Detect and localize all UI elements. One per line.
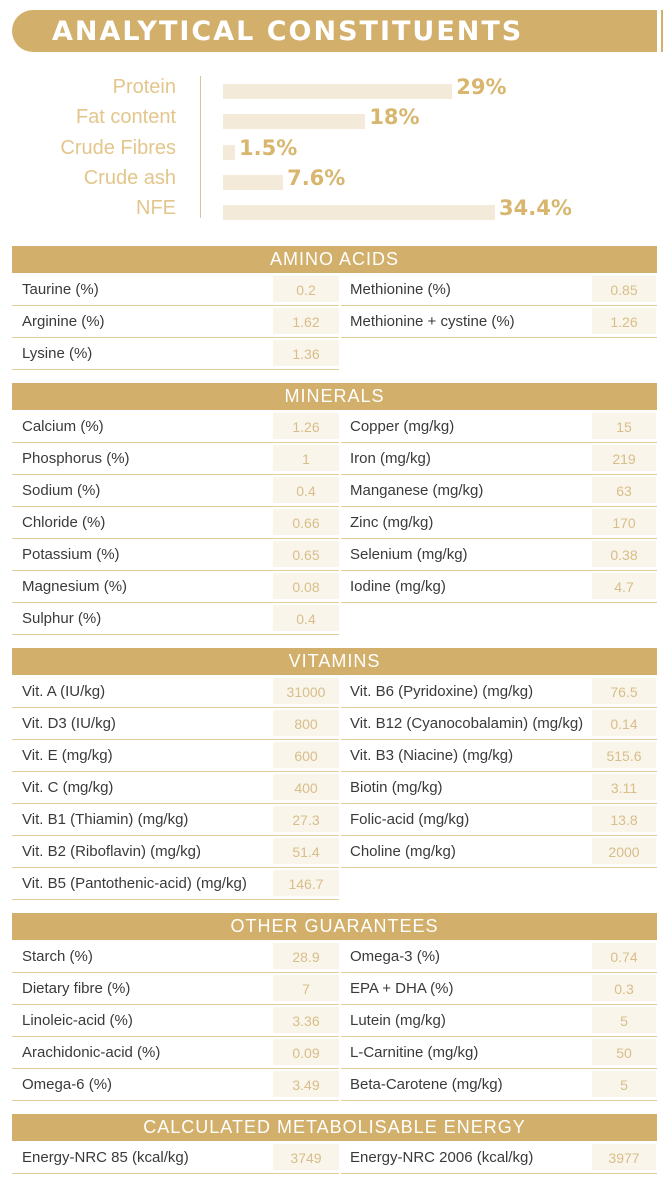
nutrient-value: 219 <box>612 451 636 467</box>
divider <box>12 1036 339 1037</box>
divider <box>12 506 339 507</box>
nutrient-label: Lutein (mg/kg) <box>350 1012 446 1029</box>
nutrient-label: Vit. B12 (Cyanocobalamin) (mg/kg) <box>350 715 584 732</box>
nutrient-value: 0.08 <box>292 579 320 595</box>
nutrient-label: Vit. B6 (Pyridoxine) (mg/kg) <box>350 683 534 700</box>
bar <box>223 84 452 99</box>
divider <box>341 538 657 539</box>
nutrient-value: 31000 <box>286 684 326 700</box>
nutrient-value: 1.26 <box>292 419 320 435</box>
divider <box>341 1100 657 1101</box>
bar-label: Protein <box>112 76 176 98</box>
section-header: OTHER GUARANTEES <box>12 913 657 940</box>
divider <box>12 1100 339 1101</box>
nutrient-value: 5 <box>620 1013 628 1029</box>
divider <box>12 538 339 539</box>
nutrient-label: Vit. C (mg/kg) <box>22 779 114 796</box>
nutrient-label: Methionine (%) <box>350 281 451 298</box>
bar-label: Crude Fibres <box>60 137 176 159</box>
divider <box>12 972 339 973</box>
divider <box>12 899 339 900</box>
nutrient-label: Sulphur (%) <box>22 610 102 627</box>
divider <box>341 1036 657 1037</box>
divider <box>341 305 657 306</box>
bar-label: Crude ash <box>83 167 176 189</box>
nutrient-value: 0.65 <box>292 547 320 563</box>
bar-value-label: 7.6% <box>287 166 346 190</box>
bar-value-label: 34.4% <box>499 196 572 220</box>
nutrient-value: 3749 <box>290 1150 322 1166</box>
nutrient-value: 27.3 <box>292 812 320 828</box>
nutrient-value: 5 <box>620 1077 628 1093</box>
nutrient-label: Lysine (%) <box>22 345 93 362</box>
nutrient-value: 1.26 <box>610 314 638 330</box>
nutrient-label: Energy-NRC 85 (kcal/kg) <box>22 1149 189 1166</box>
divider <box>12 803 339 804</box>
divider <box>341 867 657 868</box>
nutrient-value: 0.66 <box>292 515 320 531</box>
nutrient-label: Vit. D3 (IU/kg) <box>22 715 116 732</box>
nutrient-label: Folic-acid (mg/kg) <box>350 811 470 828</box>
nutrient-value: 0.4 <box>296 483 316 499</box>
nutrient-value: 3.49 <box>292 1077 320 1093</box>
section-header: CALCULATED METABOLISABLE ENERGY <box>12 1114 657 1141</box>
nutrient-label: Sodium (%) <box>22 482 101 499</box>
divider <box>12 634 339 635</box>
nutrient-value: 0.09 <box>292 1045 320 1061</box>
bar-label: NFE <box>136 197 176 219</box>
nutrient-value: 4.7 <box>614 579 634 595</box>
bar <box>223 175 283 190</box>
nutrient-label: Selenium (mg/kg) <box>350 546 468 563</box>
divider <box>12 707 339 708</box>
chart-axis-line <box>200 76 201 218</box>
divider <box>341 707 657 708</box>
section-header: VITAMINS <box>12 648 657 675</box>
nutrient-label: Iron (mg/kg) <box>350 450 431 467</box>
nutrient-label: Arginine (%) <box>22 313 105 330</box>
nutrient-value: 3.36 <box>292 1013 320 1029</box>
nutrient-label: Energy-NRC 2006 (kcal/kg) <box>350 1149 534 1166</box>
divider <box>12 867 339 868</box>
bar <box>223 145 235 160</box>
nutrient-label: Taurine (%) <box>22 281 99 298</box>
bar-row <box>0 136 669 166</box>
nutrient-label: Linoleic-acid (%) <box>22 1012 133 1029</box>
nutrient-value: 1.36 <box>292 346 320 362</box>
nutrient-label: Biotin (mg/kg) <box>350 779 443 796</box>
nutrient-label: Zinc (mg/kg) <box>350 514 434 531</box>
bar <box>223 205 495 220</box>
nutrient-label: Choline (mg/kg) <box>350 843 456 860</box>
nutrient-label: Vit. E (mg/kg) <box>22 747 113 764</box>
divider <box>12 602 339 603</box>
nutrient-label: Vit. B2 (Riboflavin) (mg/kg) <box>22 843 201 860</box>
nutrient-label: Phosphorus (%) <box>22 450 130 467</box>
nutrient-label: Methionine + cystine (%) <box>350 313 515 330</box>
bar <box>223 114 365 129</box>
nutrient-value: 146.7 <box>288 876 324 892</box>
nutrient-label: Calcium (%) <box>22 418 104 435</box>
nutrient-value: 76.5 <box>610 684 638 700</box>
nutrient-value: 400 <box>294 780 318 796</box>
divider <box>12 835 339 836</box>
page-title: ANALYTICAL CONSTITUENTS <box>52 16 524 47</box>
nutrient-label: Vit. B3 (Niacine) (mg/kg) <box>350 747 514 764</box>
nutrient-label: Chloride (%) <box>22 514 106 531</box>
divider <box>341 337 657 338</box>
section-header: AMINO ACIDS <box>12 246 657 273</box>
nutrient-value: 0.14 <box>610 716 638 732</box>
divider <box>341 972 657 973</box>
nutrient-value: 15 <box>616 419 632 435</box>
section-header: MINERALS <box>12 383 657 410</box>
divider <box>12 442 339 443</box>
divider <box>12 474 339 475</box>
divider <box>12 1068 339 1069</box>
nutrient-label: Dietary fibre (%) <box>22 980 131 997</box>
divider <box>12 570 339 571</box>
nutrient-value: 51.4 <box>292 844 320 860</box>
bar-row <box>0 75 669 105</box>
divider <box>341 506 657 507</box>
divider <box>341 442 657 443</box>
nutrient-label: Magnesium (%) <box>22 578 128 595</box>
nutrient-label: Vit. B1 (Thiamin) (mg/kg) <box>22 811 189 828</box>
divider <box>12 771 339 772</box>
nutrient-label: Manganese (mg/kg) <box>350 482 484 499</box>
nutrient-value: 0.2 <box>296 282 316 298</box>
nutrient-label: Potassium (%) <box>22 546 120 563</box>
nutrient-label: Omega-3 (%) <box>350 948 441 965</box>
nutrient-value: 7 <box>302 981 310 997</box>
nutrient-label: Arachidonic-acid (%) <box>22 1044 161 1061</box>
nutrient-label: Vit. B5 (Pantothenic-acid) (mg/kg) <box>22 875 247 892</box>
bar-row <box>0 196 669 226</box>
header-band <box>12 10 663 52</box>
divider <box>341 803 657 804</box>
nutrient-label: Beta-Carotene (mg/kg) <box>350 1076 503 1093</box>
nutrient-value: 63 <box>616 483 632 499</box>
nutrient-value: 13.8 <box>610 812 638 828</box>
divider <box>341 602 657 603</box>
bar-row <box>0 105 669 135</box>
nutrient-value: 0.74 <box>610 949 638 965</box>
divider <box>12 1173 339 1174</box>
nutrient-value: 515.6 <box>606 748 642 764</box>
nutrient-label: EPA + DHA (%) <box>350 980 454 997</box>
nutrient-value: 3977 <box>608 1150 640 1166</box>
nutrient-label: Starch (%) <box>22 948 93 965</box>
nutrient-value: 600 <box>294 748 318 764</box>
nutrient-label: L-Carnitine (mg/kg) <box>350 1044 479 1061</box>
header-stripe <box>657 10 661 52</box>
bar-value-label: 1.5% <box>239 136 298 160</box>
bar-row <box>0 166 669 196</box>
divider <box>341 1068 657 1069</box>
divider <box>12 1004 339 1005</box>
nutrient-value: 0.38 <box>610 547 638 563</box>
nutrient-value: 0.3 <box>614 981 634 997</box>
nutrient-value: 800 <box>294 716 318 732</box>
divider <box>12 369 339 370</box>
nutrient-value: 170 <box>612 515 636 531</box>
nutrient-value: 0.85 <box>610 282 638 298</box>
nutrient-value: 1.62 <box>292 314 320 330</box>
bar-value-label: 18% <box>369 105 420 129</box>
nutrient-value: 28.9 <box>292 949 320 965</box>
bar-value-label: 29% <box>456 75 507 99</box>
divider <box>12 305 339 306</box>
divider <box>341 739 657 740</box>
nutrient-value: 2000 <box>608 844 640 860</box>
divider <box>341 1173 657 1174</box>
divider <box>12 337 339 338</box>
nutrient-label: Iodine (mg/kg) <box>350 578 446 595</box>
nutrient-value: 50 <box>616 1045 632 1061</box>
divider <box>341 474 657 475</box>
divider <box>341 771 657 772</box>
divider <box>341 1004 657 1005</box>
nutrient-label: Copper (mg/kg) <box>350 418 455 435</box>
divider <box>341 570 657 571</box>
nutrient-value: 0.4 <box>296 611 316 627</box>
nutrient-value: 1 <box>302 451 310 467</box>
nutrient-label: Omega-6 (%) <box>22 1076 113 1093</box>
nutrient-label: Vit. A (IU/kg) <box>22 683 106 700</box>
bar-label: Fat content <box>75 106 176 128</box>
nutrient-value: 3.11 <box>610 780 638 796</box>
divider <box>341 835 657 836</box>
divider <box>12 739 339 740</box>
